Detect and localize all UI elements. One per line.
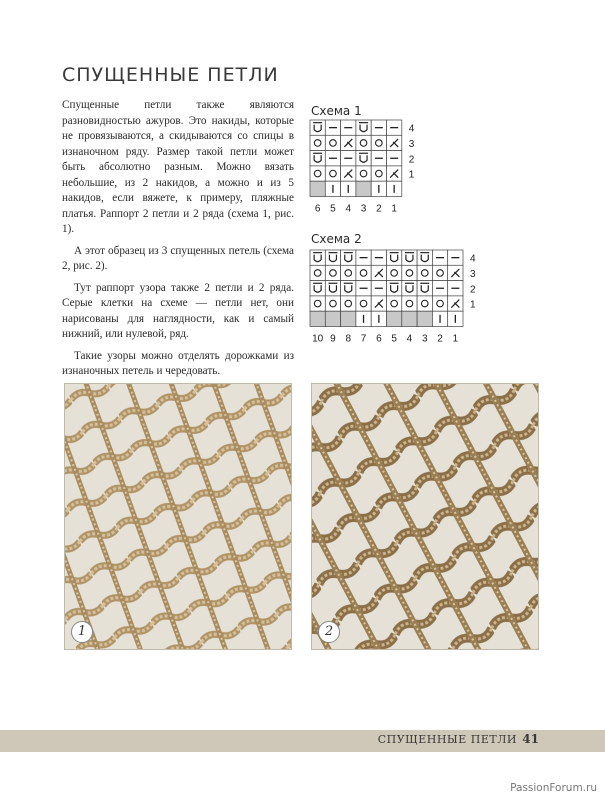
scheme-cell — [325, 166, 340, 181]
scheme-col-label: 1 — [391, 203, 397, 215]
scheme-row-label: 2 — [470, 284, 476, 296]
scheme-row-label: 1 — [408, 169, 415, 181]
scheme-cell — [356, 181, 371, 196]
scheme1-chart — [310, 120, 420, 220]
scheme-cell — [402, 296, 417, 311]
scheme-cell — [417, 296, 432, 311]
scheme-col-label: 3 — [421, 333, 428, 345]
figure-1-badge: 1 — [71, 621, 93, 643]
scheme-col-label: 2 — [376, 203, 382, 215]
scheme-cell — [432, 265, 447, 280]
scheme1-title: Схема 1 — [311, 104, 362, 118]
scheme-cell — [371, 135, 386, 150]
paragraph-4: Такие узоры можно отделять дорожками из изнаночных петель и чередовать. — [62, 349, 294, 377]
scheme-cell — [310, 181, 325, 196]
scheme-cell — [341, 296, 356, 311]
scheme-cell — [356, 166, 371, 181]
scheme-cell — [417, 311, 432, 326]
scheme2-chart — [310, 250, 500, 360]
scheme-cell — [402, 265, 417, 280]
scheme-row-label: 2 — [408, 154, 415, 166]
scheme-cell — [387, 311, 402, 326]
paragraph-2: А этот образец из 3 спущенных петель (схема 2, рис. 2). — [62, 244, 294, 272]
scheme-cell — [402, 311, 417, 326]
scheme-col-label: 1 — [452, 333, 459, 345]
footer-section-title: СПУЩЕННЫЕ ПЕТЛИ — [377, 733, 517, 746]
page-number: 41 — [522, 732, 539, 746]
scheme-cell — [356, 135, 371, 150]
scheme-col-label: 5 — [330, 203, 336, 215]
scheme-row-label: 4 — [470, 253, 476, 265]
scheme-col-label: 8 — [345, 333, 352, 345]
scheme-row-label: 4 — [408, 123, 415, 135]
scheme-cell — [310, 166, 325, 181]
scheme-cell — [310, 135, 325, 150]
scheme-cell — [356, 265, 371, 280]
scheme-col-label: 9 — [330, 333, 336, 345]
scheme-cell — [310, 311, 325, 326]
footer-bar — [0, 730, 605, 752]
scheme-row-label: 1 — [470, 299, 476, 311]
scheme-cell — [310, 265, 325, 280]
scheme-cell — [341, 311, 356, 326]
scheme-row-label: 3 — [470, 268, 476, 280]
scheme-col-label: 6 — [314, 203, 321, 215]
figure-2-photo — [311, 383, 539, 650]
mesh-knit-image-1 — [65, 384, 291, 649]
scheme-cell — [325, 265, 340, 280]
scheme-cell — [325, 296, 340, 311]
page-title: СПУЩЕННЫЕ ПЕТЛИ — [62, 64, 279, 86]
paragraph-3: Тут раппорт узора также 2 петли и 2 ряда. Серые клетки на схеме — петли нет, они нарисованы для наглядности, как и самый нижний, или нулевой, ряд. — [62, 281, 294, 340]
scheme-col-label: 4 — [345, 203, 352, 215]
scheme-col-label: 5 — [391, 333, 397, 345]
mesh-knit-image-2 — [312, 384, 538, 649]
scheme-col-label: 3 — [360, 203, 367, 215]
scheme-cell — [371, 166, 386, 181]
scheme-cell — [432, 296, 447, 311]
paragraph-1: Спущенные петли также являются разновидностью ажуров. Это накиды, которые не провязываются, а скидываются со спицы в изнаночном ряду. Размер такой петли может быть абсолютно разным. Можно вязать небольшие, из 2 накидов, а можно и из 5 накидов, если вяжете, к примеру, пляжные платья. Раппорт 2 петли и 2 ряда (схема 1, рис. 1). — [62, 99, 294, 235]
scheme2-title: Схема 2 — [311, 232, 362, 246]
figure-1-photo — [64, 383, 292, 650]
scheme-cell — [387, 265, 402, 280]
scheme-col-label: 10 — [312, 333, 324, 345]
scheme-col-label: 2 — [437, 333, 443, 345]
scheme-cell — [325, 135, 340, 150]
scheme-cell — [310, 296, 325, 311]
watermark: PassionForum.ru — [510, 782, 597, 794]
scheme-cell — [356, 296, 371, 311]
scheme-cell — [341, 265, 356, 280]
scheme-col-label: 4 — [406, 333, 413, 345]
scheme-row-label: 3 — [408, 138, 415, 150]
scheme-cell — [325, 311, 340, 326]
scheme-col-label: 6 — [376, 333, 382, 345]
scheme-cell — [417, 265, 432, 280]
scheme-col-label: 7 — [360, 333, 367, 345]
body-text — [62, 98, 294, 386]
figure-2-badge: 2 — [318, 621, 340, 643]
scheme-cell — [387, 296, 402, 311]
